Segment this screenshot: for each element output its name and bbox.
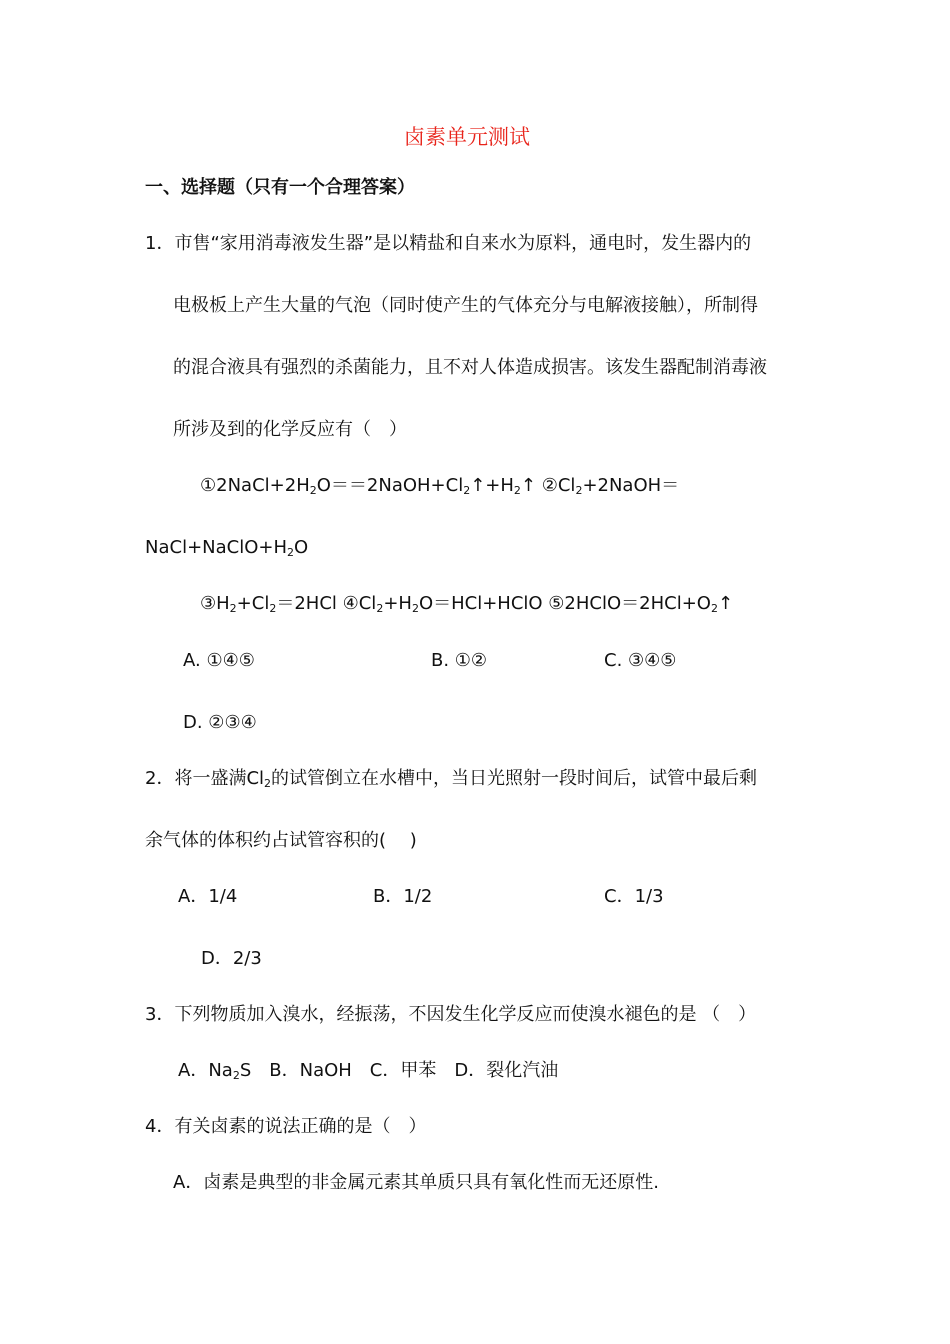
q1-line-4: 所涉及到的化学反应有（ ） [173, 419, 407, 440]
q1-option-d: D. ②③④ [183, 712, 257, 733]
q1-line-2: 电极板上产生大量的气泡（同时使产生的气体充分与电解液接触），所制得 [173, 295, 758, 316]
q2-line-1: 2．将一盛满$Cl_2$的试管倒立在水槽中，当日光照射一段时间后，试管中最后剩 [145, 768, 758, 790]
q2-option-a: A．1/4 [178, 886, 238, 907]
q3-options: A．$Na_2S$ B．NaOH C．甲苯 D．裂化汽油 [178, 1060, 559, 1082]
q2-line-2: 余气体的体积约占试管容积的( ) [145, 830, 417, 851]
q3-line-1: 3．下列物质加入溴水，经振荡，不因发生化学反应而使溴水褪色的是 （ ） [145, 1004, 757, 1025]
q1-equation-2: $NaCl+NaClO+H_2O$ [145, 537, 309, 559]
q4-option-a: A．卤素是典型的非金属元素其单质只具有氧化性而无还原性. [173, 1172, 660, 1193]
page-title: 卤素单元测试 [404, 125, 530, 149]
q1-equation-1: $①2NaCl+2H_2O==2NaOH+Cl_2↑+H_2↑$ $②Cl_2+2NaOH=$ [200, 475, 680, 497]
q1-line-1: 1．市售“家用消毒液发生器”是以精盐和自来水为原料，通电时，发生器内的 [145, 233, 752, 254]
q1-equation-3: $③H_2+Cl_2=2HCl$ $④Cl_2+H_2O=HCl+HClO$ $⑤2HClO=2HCl+O_2↑$ [200, 593, 734, 615]
q1-option-a: A. ①④⑤ [183, 650, 255, 671]
q1-option-c: C. ③④⑤ [604, 650, 677, 671]
q1-option-b: B. ①② [431, 650, 488, 671]
q1-line-3: 的混合液具有强烈的杀菌能力，且不对人体造成损害。该发生器配制消毒液 [173, 357, 767, 378]
q2-option-c: C．1/3 [604, 886, 664, 907]
section-heading: 一、选择题（只有一个合理答案） [145, 177, 415, 198]
q2-option-b: B．1/2 [373, 886, 433, 907]
q4-line-1: 4．有关卤素的说法正确的是（ ） [145, 1116, 427, 1137]
q2-option-d: D．2/3 [201, 948, 262, 969]
